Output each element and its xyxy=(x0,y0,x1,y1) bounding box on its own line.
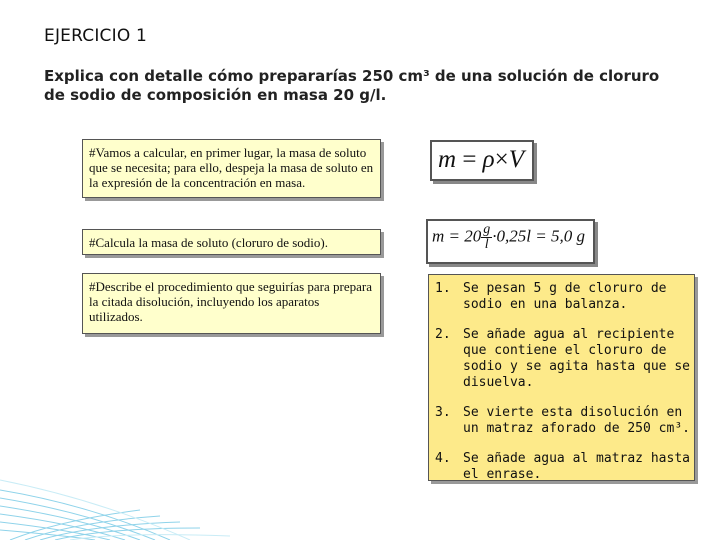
exercise-statement: Explica con detalle cómo prepararías 250 cm³ de una solución de cloruro de sodio de composición en masa 20 g/l. xyxy=(44,67,660,104)
formula-rho: ρ xyxy=(482,146,495,173)
procedure-step xyxy=(435,405,690,437)
formula-m: m xyxy=(438,146,457,173)
step-number: 2. xyxy=(435,327,451,342)
step-text: Se añade agua al matraz hasta el enrase. xyxy=(463,451,690,482)
step-number: 3. xyxy=(435,405,451,420)
formula-equals: = xyxy=(456,146,483,173)
procedure-steps-list xyxy=(428,274,695,481)
decorative-corner-lines xyxy=(0,450,240,540)
exercise-title: EJERCICIO 1 xyxy=(44,26,148,46)
formula2-denominator: l xyxy=(484,237,489,252)
procedure-step xyxy=(435,327,690,391)
hint-box-describe-procedure: #Describe el procedimiento que seguirías para prepara la citada disolución, incluyendo los aparatos utilizados. xyxy=(82,273,381,334)
procedure-step xyxy=(435,281,690,313)
step-text: Se añade agua al recipiente que contiene el cloruro de sodio y se agita hasta que se disuelva. xyxy=(463,327,690,390)
step-number: 1. xyxy=(435,281,451,296)
procedure-step xyxy=(435,451,690,483)
hint-box-mass-formula: #Vamos a calcular, en primer lugar, la masa de soluto que se necesita; para ello, despeja la masa de soluto en la expresión de la concentración en masa. xyxy=(82,139,381,198)
formula2-rest: ·0,25l = 5,0 g xyxy=(492,226,585,246)
step-text: Se vierte esta disolución en un matraz aforado de 250 cm³. xyxy=(463,405,690,436)
step-number: 4. xyxy=(435,451,451,466)
step-text: Se pesan 5 g de cloruro de sodio en una balanza. xyxy=(463,281,667,312)
formula2-lhs: m = 20 xyxy=(432,226,482,246)
formula-v: V xyxy=(508,146,525,173)
formula-mass-density-volume xyxy=(430,140,534,181)
hint-box-calculate-mass: #Calcula la masa de soluto (cloruro de sodio). xyxy=(82,229,381,255)
formula-mass-calculation xyxy=(426,219,595,264)
formula2-numerator: g xyxy=(483,222,491,237)
formula2-fraction xyxy=(481,223,492,252)
formula-times: × xyxy=(494,146,509,173)
